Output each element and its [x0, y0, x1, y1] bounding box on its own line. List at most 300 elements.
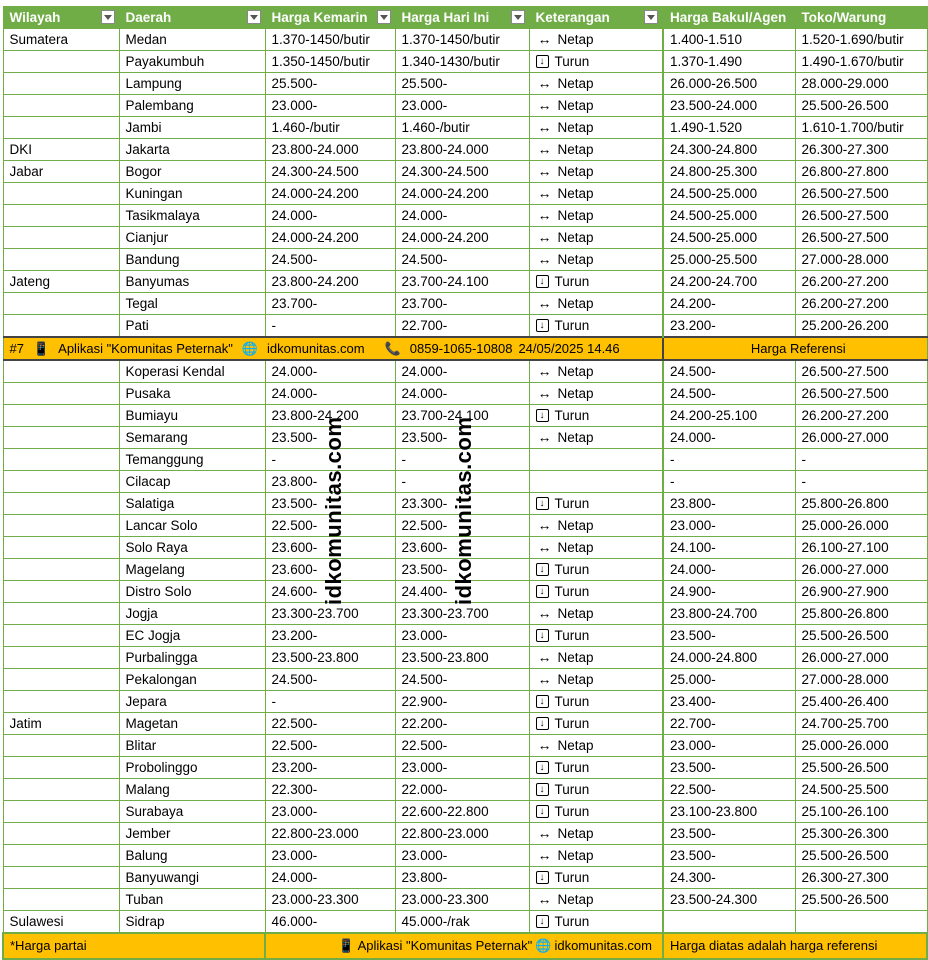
cell-harga-bakul: 22.700- [663, 713, 795, 735]
cell-harga-kemarin: 23.600- [265, 559, 395, 581]
header-harga-kemarin: Harga Kemarin [265, 7, 395, 29]
cell-harga-bakul [663, 911, 795, 934]
status-label: Turun [554, 274, 590, 289]
left-right-arrow-icon: ↔ [537, 891, 552, 907]
status-label: Turun [554, 716, 590, 731]
status-label: Turun [554, 694, 590, 709]
status-label: Netap [557, 848, 594, 863]
status-label: Turun [554, 408, 590, 423]
cell-keterangan [529, 757, 663, 779]
cell-daerah: Magetan [119, 713, 265, 735]
cell-harga-kemarin: 24.000- [265, 205, 395, 227]
cell-daerah: Pekalongan [119, 669, 265, 691]
table-row [3, 249, 927, 271]
cell-harga-kemarin: 24.600- [265, 581, 395, 603]
cell-daerah: Palembang [119, 95, 265, 117]
banner-info [3, 337, 663, 360]
down-arrow-icon: ↓ [536, 497, 549, 510]
table-row [3, 669, 927, 691]
cell-keterangan [529, 161, 663, 183]
cell-wilayah [3, 315, 119, 338]
cell-daerah: Tegal [119, 293, 265, 315]
cell-harga-hari-ini: 23.000-23.300 [395, 889, 529, 911]
cell-wilayah [3, 625, 119, 647]
cell-wilayah [3, 117, 119, 139]
cell-wilayah [3, 293, 119, 315]
status-label: Netap [557, 208, 594, 223]
cell-wilayah [3, 227, 119, 249]
table-row [3, 757, 927, 779]
table-row [3, 315, 927, 338]
cell-harga-hari-ini: 24.400- [395, 581, 529, 603]
status-label: Netap [557, 650, 594, 665]
cell-toko-warung: 26.900-27.900 [795, 581, 927, 603]
cell-harga-hari-ini: 24.500- [395, 669, 529, 691]
cell-harga-hari-ini: - [395, 471, 529, 493]
banner-phone: 0859-1065-10808 [409, 341, 513, 356]
cell-harga-bakul: 1.400-1.510 [663, 29, 795, 51]
status-label: Netap [557, 230, 594, 245]
table-row [3, 383, 927, 405]
table-row [3, 735, 927, 757]
cell-harga-bakul: 23.500- [663, 845, 795, 867]
cell-harga-kemarin: 23.500-23.800 [265, 647, 395, 669]
left-right-arrow-icon: ↔ [537, 825, 552, 841]
cell-harga-hari-ini: 23.000- [395, 757, 529, 779]
down-arrow-icon: ↓ [536, 717, 549, 730]
table-row [3, 271, 927, 293]
cell-daerah: EC Jogja [119, 625, 265, 647]
cell-harga-bakul: 1.370-1.490 [663, 51, 795, 73]
cell-daerah: Tuban [119, 889, 265, 911]
header-harga-hari-ini: Harga Hari Ini [395, 7, 529, 29]
down-arrow-icon: ↓ [536, 805, 549, 818]
cell-keterangan [529, 427, 663, 449]
cell-toko-warung: 26.500-27.500 [795, 183, 927, 205]
left-right-arrow-icon: ↔ [537, 97, 552, 113]
down-arrow-icon: ↓ [536, 915, 549, 928]
cell-toko-warung: 25.100-26.100 [795, 801, 927, 823]
table-row [3, 889, 927, 911]
status-label: Turun [554, 870, 590, 885]
cell-wilayah [3, 779, 119, 801]
cell-harga-hari-ini: 23.500- [395, 427, 529, 449]
status-label: Netap [557, 892, 594, 907]
banner-website[interactable]: idkomunitas.com [267, 341, 365, 356]
table-row [3, 293, 927, 315]
status-label: Netap [557, 296, 594, 311]
cell-harga-kemarin: 23.300-23.700 [265, 603, 395, 625]
cell-harga-kemarin: 24.500- [265, 669, 395, 691]
down-arrow-icon: ↓ [536, 563, 549, 576]
left-right-arrow-icon: ↔ [537, 31, 552, 47]
cell-keterangan [529, 73, 663, 95]
cell-toko-warung: 26.300-27.300 [795, 139, 927, 161]
cell-daerah: Lancar Solo [119, 515, 265, 537]
watermark-text: idkomunitas.com [321, 416, 346, 605]
left-right-arrow-icon: ↔ [537, 185, 552, 201]
cell-toko-warung: 24.700-25.700 [795, 713, 927, 735]
left-right-arrow-icon: ↔ [537, 75, 552, 91]
cell-harga-kemarin: 22.300- [265, 779, 395, 801]
left-right-arrow-icon: ↔ [537, 141, 552, 157]
phone-app-icon: 📱 [32, 341, 50, 356]
header-daerah: Daerah [119, 7, 265, 29]
cell-harga-bakul: 23.800-24.700 [663, 603, 795, 625]
watermark-text: idkomunitas.com [451, 416, 476, 605]
status-label: Turun [554, 782, 590, 797]
cell-keterangan [529, 51, 663, 73]
cell-toko-warung: 28.000-29.000 [795, 73, 927, 95]
cell-wilayah [3, 559, 119, 581]
cell-harga-bakul: 24.800-25.300 [663, 161, 795, 183]
cell-toko-warung: 27.000-28.000 [795, 669, 927, 691]
cell-toko-warung [795, 911, 927, 934]
footer-app-info [265, 933, 663, 959]
cell-harga-kemarin: 23.000- [265, 801, 395, 823]
cell-harga-bakul: 24.900- [663, 581, 795, 603]
cell-daerah: Jepara [119, 691, 265, 713]
cell-harga-bakul: - [663, 471, 795, 493]
cell-wilayah [3, 51, 119, 73]
left-right-arrow-icon: ↔ [537, 605, 552, 621]
left-right-arrow-icon: ↔ [537, 229, 552, 245]
cell-harga-bakul: 23.400- [663, 691, 795, 713]
cell-wilayah [3, 757, 119, 779]
filter-dropdown-icon[interactable] [247, 10, 261, 24]
cell-harga-hari-ini: 1.340-1430/butir [395, 51, 529, 73]
cell-toko-warung: 26.100-27.100 [795, 537, 927, 559]
table-row [3, 713, 927, 735]
cell-harga-bakul: 23.100-23.800 [663, 801, 795, 823]
cell-harga-kemarin: 22.500- [265, 515, 395, 537]
cell-wilayah [3, 603, 119, 625]
cell-harga-hari-ini: 22.700- [395, 315, 529, 338]
cell-harga-kemarin: 46.000- [265, 911, 395, 934]
left-right-arrow-icon: ↔ [537, 363, 552, 379]
cell-harga-bakul: 22.500- [663, 779, 795, 801]
cell-wilayah: Sumatera [3, 29, 119, 51]
cell-harga-bakul: 24.000- [663, 559, 795, 581]
cell-harga-kemarin: 23.600- [265, 537, 395, 559]
cell-wilayah [3, 691, 119, 713]
cell-daerah: Pati [119, 315, 265, 338]
cell-harga-hari-ini: 23.700- [395, 293, 529, 315]
cell-harga-kemarin: 1.350-1450/butir [265, 51, 395, 73]
status-label: Netap [557, 386, 594, 401]
cell-keterangan [529, 625, 663, 647]
cell-wilayah [3, 249, 119, 271]
filter-dropdown-icon[interactable] [511, 10, 525, 24]
cell-toko-warung: 25.200-26.200 [795, 315, 927, 338]
cell-harga-bakul: 23.000- [663, 515, 795, 537]
cell-harga-kemarin: 25.500- [265, 73, 395, 95]
cell-harga-hari-ini: 23.300-23.700 [395, 603, 529, 625]
status-label: Turun [554, 804, 590, 819]
status-label: Turun [554, 584, 590, 599]
cell-wilayah: DKI [3, 139, 119, 161]
cell-harga-hari-ini: 23.000- [395, 95, 529, 117]
cell-keterangan [529, 801, 663, 823]
cell-harga-kemarin: 24.500- [265, 249, 395, 271]
cell-harga-bakul: 25.000-25.500 [663, 249, 795, 271]
cell-wilayah [3, 889, 119, 911]
cell-wilayah [3, 581, 119, 603]
cell-daerah: Surabaya [119, 801, 265, 823]
down-arrow-icon: ↓ [536, 871, 549, 884]
cell-harga-bakul: 24.100- [663, 537, 795, 559]
cell-daerah: Purbalingga [119, 647, 265, 669]
cell-harga-bakul: 24.300- [663, 867, 795, 889]
cell-wilayah: Jabar [3, 161, 119, 183]
cell-harga-bakul: 24.500-25.000 [663, 183, 795, 205]
cell-harga-kemarin: 22.800-23.000 [265, 823, 395, 845]
cell-toko-warung: 25.500-26.500 [795, 757, 927, 779]
cell-toko-warung: 26.200-27.200 [795, 271, 927, 293]
cell-daerah: Jogja [119, 603, 265, 625]
cell-keterangan [529, 823, 663, 845]
cell-toko-warung: - [795, 471, 927, 493]
cell-harga-kemarin: 23.700- [265, 293, 395, 315]
cell-harga-hari-ini: 24.000-24.200 [395, 183, 529, 205]
cell-toko-warung: 1.610-1.700/butir [795, 117, 927, 139]
cell-wilayah [3, 383, 119, 405]
down-arrow-icon: ↓ [536, 585, 549, 598]
table-row [3, 625, 927, 647]
status-label: Turun [554, 562, 590, 577]
cell-toko-warung: 1.520-1.690/butir [795, 29, 927, 51]
filter-dropdown-icon[interactable] [644, 10, 658, 24]
cell-keterangan [529, 537, 663, 559]
cell-harga-kemarin: 24.000- [265, 360, 395, 383]
cell-toko-warung: 26.000-27.000 [795, 647, 927, 669]
table-row [3, 647, 927, 669]
table-row [3, 603, 927, 625]
cell-harga-kemarin: - [265, 449, 395, 471]
cell-harga-bakul: 23.800- [663, 493, 795, 515]
left-right-arrow-icon: ↔ [537, 385, 552, 401]
cell-toko-warung: 25.800-26.800 [795, 493, 927, 515]
cell-keterangan [529, 845, 663, 867]
cell-harga-hari-ini: 1.370-1450/butir [395, 29, 529, 51]
cell-harga-bakul: 23.500- [663, 757, 795, 779]
cell-harga-bakul: 24.500-25.000 [663, 227, 795, 249]
cell-harga-bakul: - [663, 449, 795, 471]
cell-harga-hari-ini: 23.300- [395, 493, 529, 515]
cell-harga-hari-ini: 25.500- [395, 73, 529, 95]
cell-wilayah [3, 471, 119, 493]
cell-wilayah: Sulawesi [3, 911, 119, 934]
down-arrow-icon: ↓ [536, 409, 549, 422]
cell-toko-warung: - [795, 449, 927, 471]
cell-harga-kemarin: - [265, 315, 395, 338]
phone-icon: 📞 [384, 341, 401, 356]
cell-keterangan [529, 779, 663, 801]
cell-toko-warung: 27.000-28.000 [795, 249, 927, 271]
globe-icon: 🌐 [241, 341, 259, 356]
cell-toko-warung: 26.000-27.000 [795, 427, 927, 449]
cell-wilayah [3, 845, 119, 867]
cell-harga-bakul: 24.000-24.800 [663, 647, 795, 669]
cell-keterangan [529, 227, 663, 249]
cell-daerah: Bandung [119, 249, 265, 271]
status-label: Netap [557, 518, 594, 533]
cell-daerah: Banyuwangi [119, 867, 265, 889]
cell-daerah: Bumiayu [119, 405, 265, 427]
cell-keterangan [529, 205, 663, 227]
cell-daerah: Jember [119, 823, 265, 845]
cell-toko-warung: 26.500-27.500 [795, 383, 927, 405]
cell-daerah: Sidrap [119, 911, 265, 934]
cell-keterangan [529, 581, 663, 603]
cell-daerah: Semarang [119, 427, 265, 449]
cell-keterangan [529, 559, 663, 581]
cell-harga-kemarin: 23.200- [265, 625, 395, 647]
cell-toko-warung: 26.500-27.500 [795, 205, 927, 227]
table-row [3, 801, 927, 823]
down-arrow-icon: ↓ [536, 783, 549, 796]
cell-keterangan [529, 315, 663, 338]
cell-harga-bakul: 23.200- [663, 315, 795, 338]
cell-keterangan [529, 139, 663, 161]
cell-harga-hari-ini: 22.200- [395, 713, 529, 735]
left-right-arrow-icon: ↔ [537, 847, 552, 863]
cell-harga-kemarin: 23.800- [265, 471, 395, 493]
table-row [3, 95, 927, 117]
cell-wilayah [3, 801, 119, 823]
cell-harga-hari-ini: 22.800-23.000 [395, 823, 529, 845]
cell-harga-kemarin: 23.000- [265, 845, 395, 867]
table-row [3, 161, 927, 183]
table-row [3, 183, 927, 205]
cell-daerah: Cianjur [119, 227, 265, 249]
status-label: Netap [557, 606, 594, 621]
cell-toko-warung: 24.500-25.500 [795, 779, 927, 801]
cell-wilayah [3, 867, 119, 889]
phone-app-icon: 📱 [338, 938, 355, 953]
banner-number: #7 [9, 341, 24, 356]
header-row [3, 7, 927, 29]
left-right-arrow-icon: ↔ [537, 251, 552, 267]
cell-harga-hari-ini: 22.600-22.800 [395, 801, 529, 823]
banner-reference-label: Harga Referensi [663, 337, 927, 360]
left-right-arrow-icon: ↔ [537, 119, 552, 135]
cell-harga-bakul: 24.200-25.100 [663, 405, 795, 427]
cell-harga-kemarin: 24.000- [265, 383, 395, 405]
status-label: Netap [557, 826, 594, 841]
cell-harga-bakul: 23.000- [663, 735, 795, 757]
status-label: Netap [557, 120, 594, 135]
cell-daerah: Jambi [119, 117, 265, 139]
cell-daerah: Magelang [119, 559, 265, 581]
cell-toko-warung: 25.800-26.800 [795, 603, 927, 625]
cell-keterangan [529, 669, 663, 691]
cell-wilayah [3, 735, 119, 757]
cell-harga-bakul: 24.200-24.700 [663, 271, 795, 293]
cell-keterangan [529, 691, 663, 713]
status-label: Netap [557, 186, 594, 201]
cell-wilayah [3, 537, 119, 559]
cell-harga-bakul: 25.000- [663, 669, 795, 691]
cell-harga-hari-ini: 22.900- [395, 691, 529, 713]
cell-harga-kemarin: 24.000- [265, 867, 395, 889]
cell-keterangan [529, 911, 663, 934]
filter-dropdown-icon[interactable] [377, 10, 391, 24]
cell-harga-kemarin: 23.000- [265, 95, 395, 117]
cell-harga-hari-ini: 23.800- [395, 867, 529, 889]
cell-harga-hari-ini: 22.000- [395, 779, 529, 801]
cell-harga-hari-ini: 45.000-/rak [395, 911, 529, 934]
cell-daerah: Tasikmalaya [119, 205, 265, 227]
cell-wilayah [3, 647, 119, 669]
down-arrow-icon: ↓ [536, 319, 549, 332]
cell-toko-warung: 25.500-26.500 [795, 889, 927, 911]
cell-toko-warung: 25.300-26.300 [795, 823, 927, 845]
status-label: Netap [557, 142, 594, 157]
status-label: Turun [554, 628, 590, 643]
cell-keterangan [529, 271, 663, 293]
footer-reference-note: Harga diatas adalah harga referensi [663, 933, 927, 959]
cell-daerah: Cilacap [119, 471, 265, 493]
cell-daerah: Solo Raya [119, 537, 265, 559]
cell-wilayah [3, 205, 119, 227]
left-right-arrow-icon: ↔ [537, 539, 552, 555]
cell-keterangan [529, 383, 663, 405]
status-label: Netap [557, 738, 594, 753]
cell-harga-hari-ini: 24.300-24.500 [395, 161, 529, 183]
footer-website[interactable]: idkomunitas.com [554, 938, 652, 953]
cell-harga-kemarin: 24.000-24.200 [265, 183, 395, 205]
status-label: Turun [554, 318, 590, 333]
cell-harga-kemarin: 23.800-24.200 [265, 405, 395, 427]
filter-dropdown-icon[interactable] [101, 10, 115, 24]
cell-harga-kemarin: 24.000-24.200 [265, 227, 395, 249]
cell-harga-kemarin: 22.500- [265, 735, 395, 757]
left-right-arrow-icon: ↔ [537, 295, 552, 311]
cell-harga-bakul: 24.500-25.000 [663, 205, 795, 227]
cell-harga-kemarin: 1.370-1450/butir [265, 29, 395, 51]
cell-toko-warung: 26.200-27.200 [795, 293, 927, 315]
table-row [3, 51, 927, 73]
cell-wilayah [3, 515, 119, 537]
status-label: Netap [557, 252, 594, 267]
down-arrow-icon: ↓ [536, 275, 549, 288]
cell-daerah: Lampung [119, 73, 265, 95]
status-label: Netap [557, 164, 594, 179]
cell-harga-hari-ini: 23.500-23.800 [395, 647, 529, 669]
status-label: Netap [557, 32, 594, 47]
table-row [3, 29, 927, 51]
status-label: Turun [554, 496, 590, 511]
cell-daerah: Blitar [119, 735, 265, 757]
cell-keterangan [529, 889, 663, 911]
cell-harga-hari-ini: 23.800-24.000 [395, 139, 529, 161]
table-row [3, 73, 927, 95]
cell-harga-hari-ini: 24.000-24.200 [395, 227, 529, 249]
cell-harga-hari-ini: 23.700-24.100 [395, 271, 529, 293]
table-row [3, 823, 927, 845]
status-label: Netap [557, 98, 594, 113]
cell-daerah: Malang [119, 779, 265, 801]
cell-harga-bakul: 24.500- [663, 383, 795, 405]
left-right-arrow-icon: ↔ [537, 207, 552, 223]
cell-wilayah [3, 823, 119, 845]
cell-daerah: Kuningan [119, 183, 265, 205]
table-row [3, 911, 927, 934]
cell-toko-warung: 26.800-27.800 [795, 161, 927, 183]
cell-daerah: Balung [119, 845, 265, 867]
cell-harga-kemarin: - [265, 691, 395, 713]
